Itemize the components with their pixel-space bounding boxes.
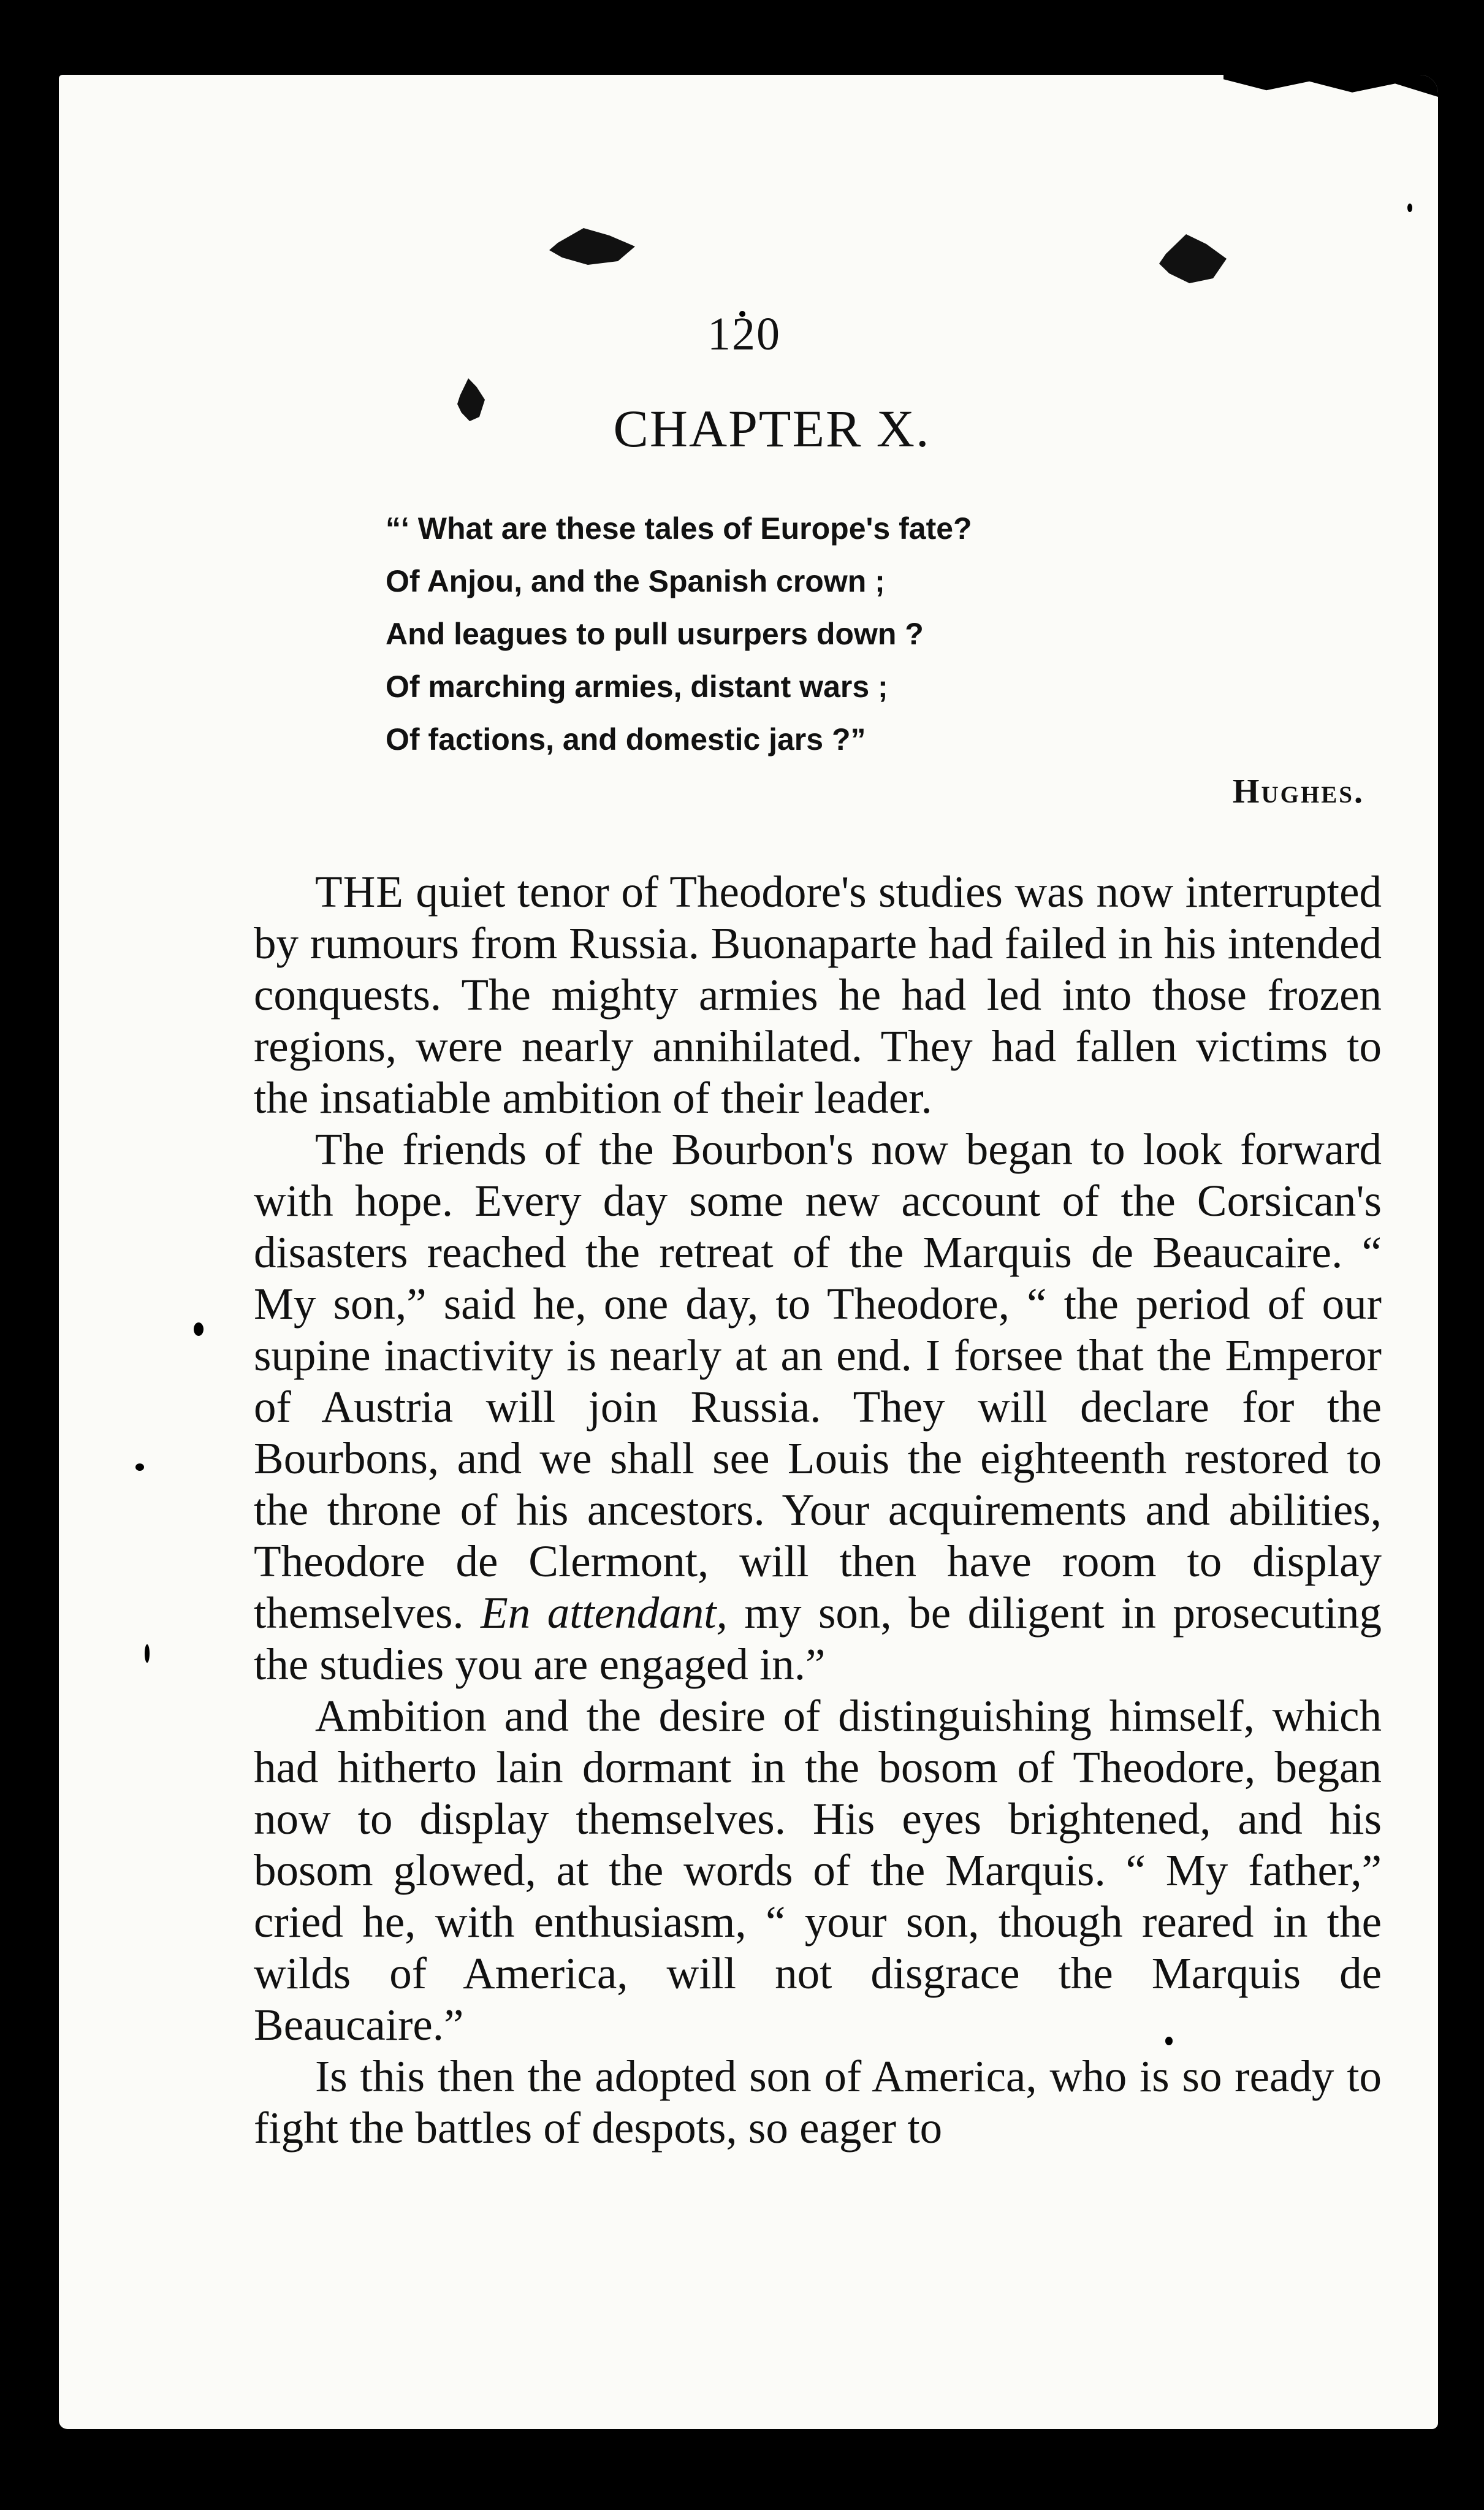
paragraph-text: Is this then the adopted son of America, who is so ready to fight the battles of despots, so eager to bbox=[254, 2051, 1382, 2153]
chapter-title: CHAPTER X. bbox=[613, 399, 930, 458]
epigraph-attribution: Hughes. bbox=[1232, 772, 1364, 811]
ink-speck bbox=[145, 1644, 150, 1663]
paragraph bbox=[254, 1690, 1382, 2051]
ink-speck bbox=[135, 1463, 144, 1471]
ink-blot bbox=[1159, 234, 1227, 283]
torn-edge-top bbox=[1223, 75, 1438, 97]
book-page bbox=[59, 75, 1438, 2429]
paragraph-text: quiet tenor of Theodore's studies was now interrupted by rumours from Russia. Buonaparte had failed in his intended conquests. The mighty armies he had led into those frozen regions, were nearly annihilated. They had fallen victims to the insatiable ambition of their leader. bbox=[254, 867, 1382, 1123]
ink-speck bbox=[1407, 204, 1412, 212]
page-content bbox=[254, 308, 1382, 2154]
epigraph-line: Of Anjou, and the Spanish crown ; bbox=[386, 564, 885, 598]
paragraph-text: The friends of the Bourbon's now began to look forward with hope. Every day some new account of the Corsican's disasters reached the retreat of the Marquis de Beaucaire. “ My son,” said he, one day, to Theodore, “ the period of our supine inactivity is nearly at an end. I forsee that the Emperor of Austria will join Russia. They will declare for the Bourbons, and we shall see Louis the eighteenth restored to the throne of his ancestors. Your acquirements and abilities, Theodore de Clermont, will then have room to display themselves. bbox=[254, 1124, 1382, 1638]
body-text bbox=[254, 866, 1382, 2154]
ink-blot bbox=[549, 228, 635, 265]
paragraph bbox=[254, 2051, 1382, 2154]
epigraph bbox=[386, 502, 1382, 766]
epigraph-line: Of marching armies, distant wars ; bbox=[386, 669, 888, 704]
page-number: 120 bbox=[707, 308, 781, 360]
paragraph-lead-word: THE bbox=[315, 867, 404, 917]
epigraph-line: “‘ What are these tales of Europe's fate? bbox=[386, 511, 972, 546]
paragraph-text: Ambition and the desire of distinguishing himself, which had hitherto lain dormant in the bosom of Theodore, began now to display themselves. His eyes brightened, and his bosom glowed, at the words of the Marquis. “ My father,” cried he, with enthusiasm, “ your son, though reared in the wilds of America, will not disgrace the Marquis de Beaucaire.” bbox=[254, 1691, 1382, 2050]
italic-phrase: En attendant, bbox=[481, 1588, 728, 1638]
ink-speck bbox=[194, 1322, 204, 1336]
paragraph-text: my son, be diligent in prosecuting the studies you are engaged in.” bbox=[254, 1588, 1382, 1689]
paragraph bbox=[254, 866, 1382, 1124]
epigraph-line: Of factions, and domestic jars ?” bbox=[386, 722, 866, 757]
epigraph-line: And leagues to pull usurpers down ? bbox=[386, 617, 924, 651]
paragraph bbox=[254, 1124, 1382, 1690]
